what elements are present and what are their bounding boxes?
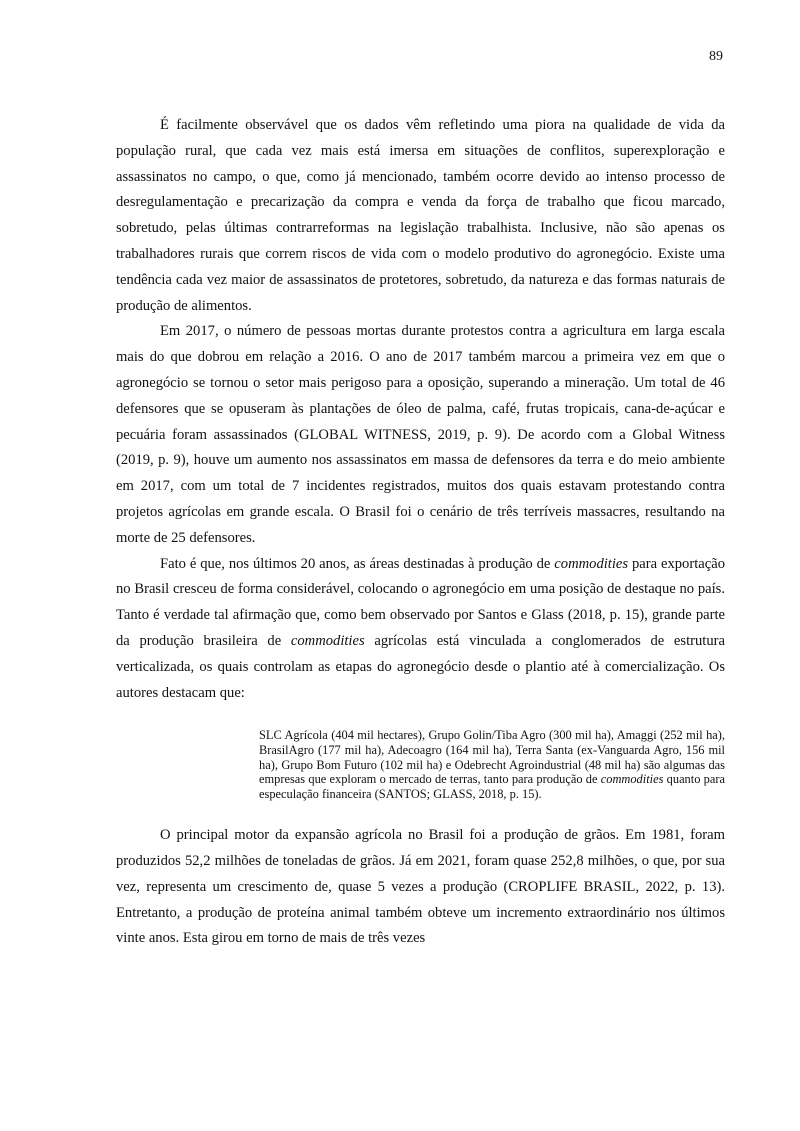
paragraph-text: É facilmente observável que os dados vêm refletindo uma piora na qualidade de vida da população rural, que cada vez mais está imersa em situações de conflitos, superexploração e assassinatos no campo, o que, como já mencionado, também ocorre devido ao intenso processo de desregulamentação e precarização da compra e venda da força de trabalho que ficou marcado, sobretudo, pelas últimas contrarreformas na legislação trabalhista. Inclusive, não são apenas os trabalhadores rurais que correm riscos de vida com o modelo produtivo do agronegócio. Existe uma tendência cada vez maior de assassinatos de protetores, sobretudo, da natureza e das formas naturais de produção de alimentos. (116, 117, 725, 314)
paragraph-text: para exportação no Brasil cresceu de forma considerável, colocando o agronegócio em uma posição de destaque no país. Tanto é verdade tal afirmação que, como bem observado por Santos e Glass (2018, p. 15), grande parte da produção brasileira de (116, 555, 725, 649)
paragraph-2 (116, 319, 725, 551)
quote-text: quanto para especulação financeira (SANTOS; GLASS, 2018, p. 15). (259, 772, 725, 801)
paragraph-3 (116, 552, 725, 707)
paragraph-text: agrícolas está vinculada a conglomerados de estrutura verticalizada, os quais controlam as etapas do agronegócio desde o plantio até à comercialização. Os autores destacam que: (116, 632, 725, 701)
paragraph-text: Fato é que, nos últimos 20 anos, as áreas destinadas à produção de (160, 555, 555, 572)
paragraph-text: O principal motor da expansão agrícola no Brasil foi a produção de grãos. Em 1981, foram produzidos 52,2 milhões de toneladas de grãos. Já em 2021, foram quase 252,8 milhões, o que, por sua vez, representa um crescimento de, quase 5 vezes a produção (CROPLIFE BRASIL, 2022, p. 13). Entretanto, a produção de proteína animal também obteve um incremento extraordinário nos últimos vinte anos. Esta girou em torno de mais de três vezes (116, 827, 725, 947)
paragraph-4 (116, 823, 725, 952)
page-number: 89 (709, 49, 723, 64)
italic-term: commodities (290, 632, 365, 649)
block-quote (259, 728, 725, 801)
italic-term: commodities (600, 772, 664, 787)
paragraph-text: Em 2017, o número de pessoas mortas durante protestos contra a agricultura em larga escala mais do que dobrou em relação a 2016. O ano de 2017 também marcou a primeira vez em que o agronegócio se tornou o setor mais perigoso para a oposição, superando a mineração. Um total de 46 defensores que se opuseram às plantações de óleo de palma, café, frutas tropicais, cana-de-açúcar e pecuária foram assassinados (GLOBAL WITNESS, 2019, p. 9). De acordo com a Global Witness (2019, p. 9), houve um aumento nos assassinatos em massa de defensores da terra e do meio ambiente em 2017, com um total de 7 incidentes registrados, muitos dos quais estavam protestando contra projetos agrícolas em grande escala. O Brasil foi o cenário de três terríveis massacres, resultando na morte de 25 defensores. (116, 323, 725, 546)
paragraph-1 (116, 113, 725, 319)
italic-term: commodities (554, 555, 629, 572)
quote-text: SLC Agrícola (404 mil hectares), Grupo Golin/Tiba Agro (300 mil ha), Amaggi (252 mil ha), BrasilAgro (177 mil ha), Adecoagro (164 mil ha), Terra Santa (ex-Vanguarda Agro, 156 mil ha), Grupo Bom Futuro (102 mil ha) e Odebrecht Agroindustrial (48 mil ha) são algumas das empresas que exploram o mercado de terras, tanto para produção de (259, 728, 725, 787)
body-text (116, 113, 725, 952)
